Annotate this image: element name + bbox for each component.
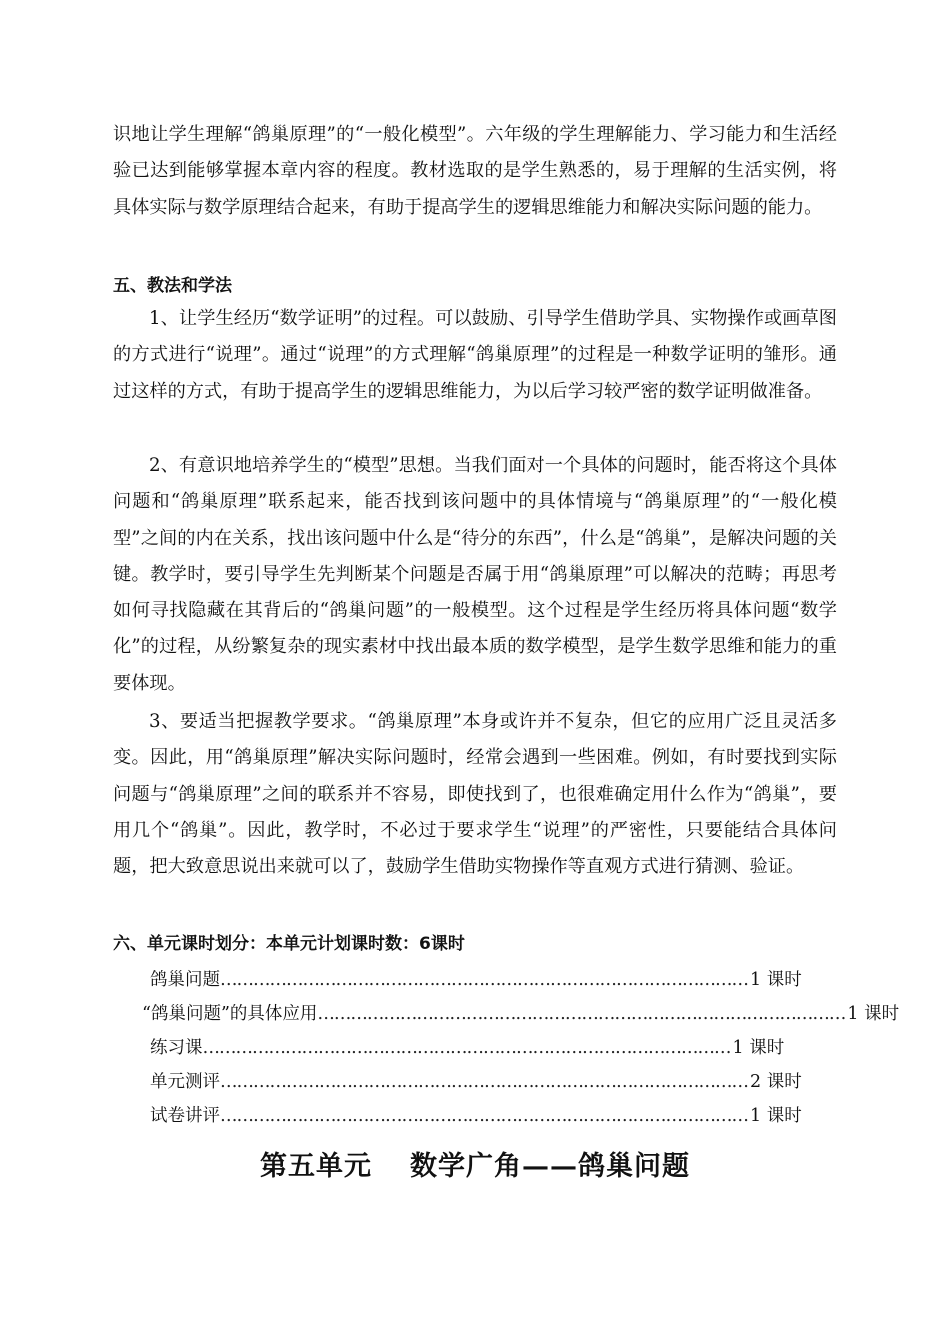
schedule-item-hours: 1 课时 <box>750 1106 802 1126</box>
schedule-row <box>150 1101 802 1131</box>
section-heading-teaching-methods: 五、教法和学法 <box>113 276 232 296</box>
unit-title <box>0 1147 950 1187</box>
intro-paragraph: 识地让学生理解“鸽巢原理”的“一般化模型”。六年级的学生理解能力、学习能力和生活经验已达到能够掌握本章内容的程度。教材选取的是学生熟悉的，易于理解的生活实例，将具体实际与数学原理结合起来，有助于提高学生的逻辑思维能力和解决实际问题的能力。 <box>113 124 837 218</box>
section-heading-lesson-plan: 六、单元课时划分：本单元计划课时数：6课时 <box>113 934 465 954</box>
schedule-item-name: 练习课 <box>150 1038 203 1058</box>
unit-number: 第五单元 <box>260 1151 372 1182</box>
schedule-row <box>142 999 900 1029</box>
schedule-item-hours: 1 课时 <box>750 970 802 990</box>
schedule-row <box>150 1067 802 1097</box>
schedule-item-hours: 1 课时 <box>732 1038 785 1058</box>
method-item-1: 1、让学生经历“数学证明”的过程。可以鼓励、引导学生借助学具、实物操作或画草图的方式进行“说理”。通过“说理”的方式理解“鸽巢原理”的过程是一种数学证明的雏形。通过这样的方式，有助于提高学生的逻辑思维能力，为以后学习较严密的数学证明做准备。 <box>113 308 837 402</box>
schedule-item-name: 单元测评 <box>150 1072 220 1092</box>
leader-dots: …………………………………………………………………………………… <box>220 970 748 990</box>
unit-topic: 数学广角——鸽巢问题 <box>410 1151 690 1182</box>
schedule-row <box>150 1033 785 1063</box>
schedule-item-hours: 1 课时 <box>847 1004 900 1024</box>
schedule-item-name: 鸽巢问题 <box>150 970 220 990</box>
method-item-2: 2、有意识地培养学生的“模型”思想。当我们面对一个具体的问题时，能否将这个具体问题和“鸽巢原理”联系起来，能否找到该问题中的具体情境与“鸽巢原理”的“一般化模型”之间的内在关系，找出该问题中什么是“待分的东西”，什么是“鸽巢”，是解决问题的关键。教学时，要引导学生先判断某个问题是否属于用“鸽巢原理”可以解决的范畴；再思考如何寻找隐藏在其背后的“鸽巢问题”的一般模型。这个过程是学生经历将具体问题“数学化”的过程，从纷繁复杂的现实素材中找出最本质的数学模型，是学生数学思维和能力的重要体现。 <box>113 455 837 694</box>
schedule-item-name: “鸽巢问题”的具体应用 <box>142 1004 318 1024</box>
leader-dots: …………………………………………………………………………………… <box>220 1106 748 1126</box>
schedule-item-name: 试卷讲评 <box>150 1106 220 1126</box>
leader-dots: …………………………………………………………………………………… <box>202 1038 731 1058</box>
leader-dots: …………………………………………………………………………………… <box>317 1004 846 1024</box>
leader-dots: …………………………………………………………………………………… <box>220 1072 748 1092</box>
schedule-row <box>150 965 802 995</box>
schedule-item-hours: 2 课时 <box>750 1072 802 1092</box>
method-item-3: 3、要适当把握教学要求。“鸽巢原理”本身或许并不复杂，但它的应用广泛且灵活多变。因此，用“鸽巢原理”解决实际问题时，经常会遇到一些困难。例如，有时要找到实际问题与“鸽巢原理”之间的联系并不容易，即使找到了，也很难确定用什么作为“鸽巢”，要用几个“鸽巢”。因此，教学时，不必过于要求学生“说理”的严密性，只要能结合具体问题，把大致意思说出来就可以了，鼓励学生借助实物操作等直观方式进行猜测、验证。 <box>113 711 837 878</box>
